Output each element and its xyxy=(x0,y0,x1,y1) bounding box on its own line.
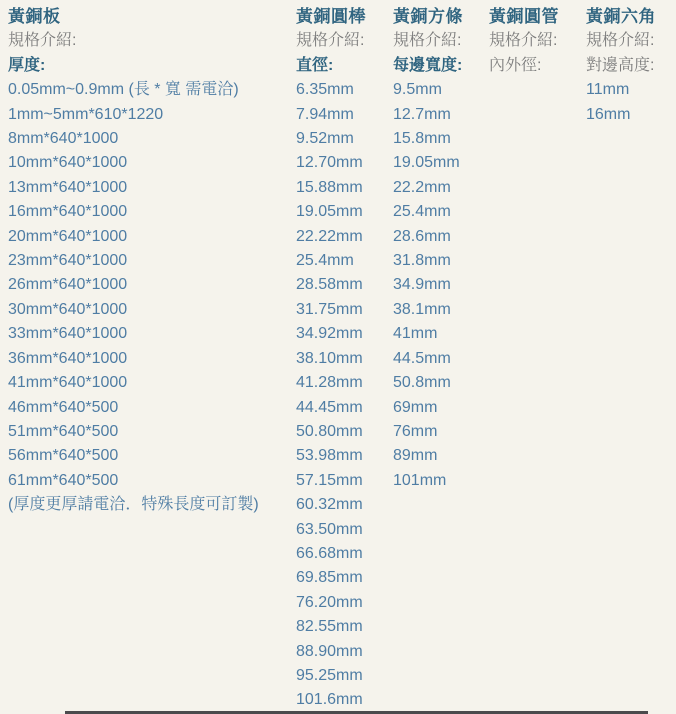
size-item: 38.1mm xyxy=(393,300,451,318)
size-item: 44.45mm xyxy=(296,398,363,416)
size-item: 89mm xyxy=(393,447,438,465)
size-item: 82.55mm xyxy=(296,618,363,636)
size-item: 34.92mm xyxy=(296,325,363,343)
size-item: 23mm*640*1000 xyxy=(8,252,128,270)
size-item: 61mm*640*500 xyxy=(8,471,119,489)
dimension-type-label: 每邊寬度: xyxy=(393,56,463,74)
size-item: 19.05mm xyxy=(393,154,460,172)
spec-column xyxy=(8,5,296,518)
size-item: 30mm*640*1000 xyxy=(8,300,128,318)
size-item: 53.98mm xyxy=(296,447,363,465)
size-item: 51mm*640*500 xyxy=(8,422,119,440)
size-item: 57.15mm xyxy=(296,471,363,489)
dimension-type-label: 對邊高度: xyxy=(586,56,655,74)
size-item: 69.85mm xyxy=(296,569,363,587)
size-item: 0.05mm~0.9mm (長 * 寬 需電洽) xyxy=(8,81,239,99)
size-item: 31.8mm xyxy=(393,252,451,270)
spec-intro-label: 規格介紹: xyxy=(8,32,77,50)
size-item: 76mm xyxy=(393,422,438,440)
spec-column xyxy=(393,5,489,493)
size-item: 63.50mm xyxy=(296,520,363,538)
size-item: 33mm*640*1000 xyxy=(8,325,128,343)
size-item: 16mm*640*1000 xyxy=(8,203,128,221)
column-title: 黃銅圓管 xyxy=(489,7,559,26)
size-item: 28.58mm xyxy=(296,276,363,294)
size-item: 36mm*640*1000 xyxy=(8,349,128,367)
size-item: 69mm xyxy=(393,398,438,416)
spec-intro-label: 規格介紹: xyxy=(393,32,462,50)
size-item: 50.80mm xyxy=(296,422,363,440)
size-item: 101mm xyxy=(393,471,447,489)
size-item: 76.20mm xyxy=(296,593,363,611)
size-item: 15.8mm xyxy=(393,130,451,148)
note-text: (厚度更厚請電洽．特殊長度可訂製) xyxy=(8,496,259,514)
dimension-type-label: 直徑: xyxy=(296,56,334,74)
size-item: 31.75mm xyxy=(296,300,363,318)
size-item: 88.90mm xyxy=(296,642,363,660)
size-item: 41mm xyxy=(393,325,438,343)
size-item: 15.88mm xyxy=(296,178,363,196)
spec-intro-label: 規格介紹: xyxy=(586,32,655,50)
dimension-type-label: 內外徑: xyxy=(489,56,542,74)
size-list xyxy=(8,78,296,493)
size-item: 25.4mm xyxy=(393,203,451,221)
size-item: 26mm*640*1000 xyxy=(8,276,128,294)
spec-intro-label: 規格介紹: xyxy=(489,32,558,50)
size-item: 46mm*640*500 xyxy=(8,398,119,416)
size-item: 8mm*640*1000 xyxy=(8,130,119,148)
size-item: 6.35mm xyxy=(296,81,354,99)
size-item: 7.94mm xyxy=(296,105,354,123)
column-title: 黃銅板 xyxy=(8,7,61,26)
size-item: 10mm*640*1000 xyxy=(8,154,128,172)
size-item: 41.28mm xyxy=(296,374,363,392)
size-list xyxy=(586,78,672,127)
size-item: 22.2mm xyxy=(393,178,451,196)
spec-column xyxy=(296,5,393,713)
size-item: 11mm xyxy=(586,81,630,99)
size-item: 16mm xyxy=(586,105,631,123)
size-item: 60.32mm xyxy=(296,496,363,514)
size-list xyxy=(296,78,393,713)
column-title: 黃銅六角 xyxy=(586,7,656,26)
size-item: 22.22mm xyxy=(296,227,363,245)
size-item: 13mm*640*1000 xyxy=(8,178,128,196)
size-item: 95.25mm xyxy=(296,666,363,684)
spec-column xyxy=(586,5,672,127)
dimension-type-label: 厚度: xyxy=(8,56,46,74)
size-item: 9.5mm xyxy=(393,81,442,99)
size-item: 66.68mm xyxy=(296,544,363,562)
size-item: 56mm*640*500 xyxy=(8,447,119,465)
size-item: 12.7mm xyxy=(393,105,451,123)
size-item: 101.6mm xyxy=(296,691,363,709)
size-item: 50.8mm xyxy=(393,374,451,392)
size-item: 38.10mm xyxy=(296,349,363,367)
size-item: 34.9mm xyxy=(393,276,451,294)
column-title: 黃銅方條 xyxy=(393,7,463,26)
size-list xyxy=(393,78,489,493)
size-item: 19.05mm xyxy=(296,203,363,221)
size-item: 1mm~5mm*610*1220 xyxy=(8,105,164,123)
size-item: 25.4mm xyxy=(296,252,354,270)
spec-column xyxy=(489,5,586,78)
size-item: 44.5mm xyxy=(393,349,451,367)
size-item: 12.70mm xyxy=(296,154,363,172)
size-item: 28.6mm xyxy=(393,227,451,245)
size-item: 9.52mm xyxy=(296,130,354,148)
size-item: 20mm*640*1000 xyxy=(8,227,128,245)
spec-intro-label: 規格介紹: xyxy=(296,32,365,50)
size-item: 41mm*640*1000 xyxy=(8,374,128,392)
column-title: 黃銅圓棒 xyxy=(296,7,366,26)
